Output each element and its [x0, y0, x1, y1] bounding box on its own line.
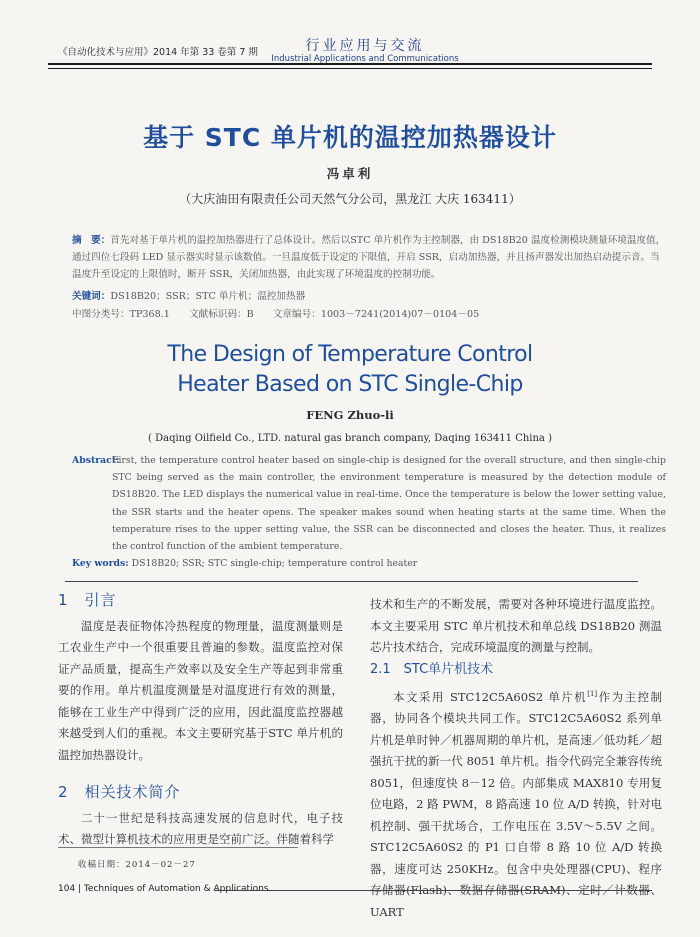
section-1-heading: 1 引言: [58, 591, 117, 609]
keywords-en-text: DS18B20; SSR; STC single-chip; temperature control heater: [131, 558, 418, 569]
section-2-1-text-a: 本文采用 STC12C5A60S2 单片机: [393, 689, 588, 704]
keywords-cn: [72, 288, 305, 302]
abstract-separator: [65, 581, 638, 582]
affiliation-en: ( Daqing Oilfield Co., LTD. natural gas branch company, Daqing 163411 China ): [148, 433, 552, 444]
section-2-1-heading: 2.1 STC单片机技术: [370, 661, 494, 677]
author-en: FENG Zhuo-li: [306, 408, 394, 422]
paper-title-en-line1: The Design of Temperature Control: [167, 342, 533, 367]
footer-rule: [215, 890, 652, 891]
keywords-cn-label: 关键词：: [72, 291, 111, 302]
header-rule: [48, 63, 652, 65]
paper-title-en: [0, 340, 700, 400]
author-cn: 冯卓利: [326, 166, 374, 181]
keywords-en-label: Key words:: [72, 558, 129, 569]
abstract-en: [72, 452, 666, 555]
right-column: [370, 594, 662, 923]
abstract-cn-text: 首先对基于单片机的温控加热器进行了总体设计。然后以STC 单片机作为主控制器，由 DS18B20 温度检测模块测量环境温度值，通过四位七段码 LED 显示器实时显示该数值。一旦温度低于设定的下限值，开启 SSR，启动加热器，并且扬声器发出加热启动提示音。当温度升至设定的上限值时，断开 SSR，关闭加热器，由此实现了环境温度的控制功能。: [72, 235, 666, 280]
section-1-paragraph: 温度是表征物体冷热程度的物理量，温度测量则是工农业生产中一个很重要且普遍的参数。温度监控对保证产品质量，提高生产效率以及安全生产等起到非常重要的作用。单片机温度测量是对温度进行有效的测量，能够在工业生产中得到广泛的应用，因此温度监控器越来越受到人们的重视。本文主要研究基于STC 单片机的温控加热器设计。: [58, 618, 343, 762]
abstract-en-label: Abstract:: [72, 455, 120, 466]
paper-title-cn: 基于 STC 单片机的温控加热器设计: [143, 123, 557, 152]
classification-cn: 中图分类号：TP368.1 文献标识码：B 文章编号：1003－7241(2014)07－0104－05: [72, 309, 480, 320]
section-2-paragraph-continued: 技术和生产的不断发展，需要对各种环境进行温度监控。本文主要采用 STC 单片机技术和单总线 DS18B20 测温芯片技术结合，完成环境温度的测量与控制。: [370, 597, 662, 654]
journal-header: 《自动化技术与应用》2014 年第 33 卷第 7 期: [58, 47, 258, 58]
section-title-cn: 行业应用与交流: [305, 38, 425, 54]
section-2-heading: 2 相关技术简介: [58, 783, 181, 801]
keywords-cn-text: DS18B20；SSR；STC 单片机；温控加热器: [110, 291, 306, 302]
paper-title-en-line2: Heater Based on STC Single-Chip: [177, 372, 523, 397]
page-footer: 104 | Techniques of Automation & Applications: [58, 884, 269, 894]
received-date: 收稿日期：2014－02－27: [78, 860, 196, 870]
section-2-1-text-b: 作为主控制器，协同各个模块共同工作。STC12C5A60S2 系列单片机是单时钟／机器周期的单片机，是高速／低功耗／超强抗干扰的新一代 8051 单片机。指令代码完全兼容传统 8051，但速度快 8－12 倍。内部集成 MAX810 专用复位电路，2 路 PWM，8 路高速 10 位 A/D 转换，针对电机控制、强干扰场合，工作电压在 3.5V～5.5V 之间。STC12C5A60S2 的 P1 口自带 8 路 10 位 A/D 转换器，速度可达 250KHz。包含中央处理器(CPU)、程序存储器(Flash)、数据存储器(SRAM)、定时／计数器、UART: [370, 689, 663, 919]
section-2-1-paragraph: [370, 684, 662, 923]
section-title-en: Industrial Applications and Communications: [271, 54, 459, 64]
header-rule-thin: [48, 68, 652, 69]
section-2-paragraph: 二十一世纪是科技高速发展的信息时代，电子技术、微型计算机技术的应用更是空前广泛。伴随着科学: [58, 810, 343, 846]
footnote-rule: [58, 847, 298, 848]
affiliation-cn: （大庆油田有限责任公司天然气分公司，黑龙江 大庆 163411）: [179, 192, 521, 206]
abstract-cn-label: 摘 要：: [72, 235, 111, 246]
abstract-cn: [72, 232, 666, 283]
abstract-en-text: First, the temperature control heater based on single-chip is designed for the overall structure, and then single-chip STC being served as the main controller, the environment temperature is measured by the detection module of DS18B20. The LED displays the numerical value in real-time. Once the temperature is below the lower setting value, the SSR starts and the heater opens. The speaker makes sound when heating starts at the same time. When the temperature rises to the upper setting value, the SSR can be disconnected and closes the heater. Thus, it realizes the control function of the ambient temperature.: [112, 455, 666, 553]
citation-1[interactable]: [1]: [587, 690, 598, 698]
left-column: [58, 590, 343, 851]
keywords-en: [72, 558, 417, 569]
